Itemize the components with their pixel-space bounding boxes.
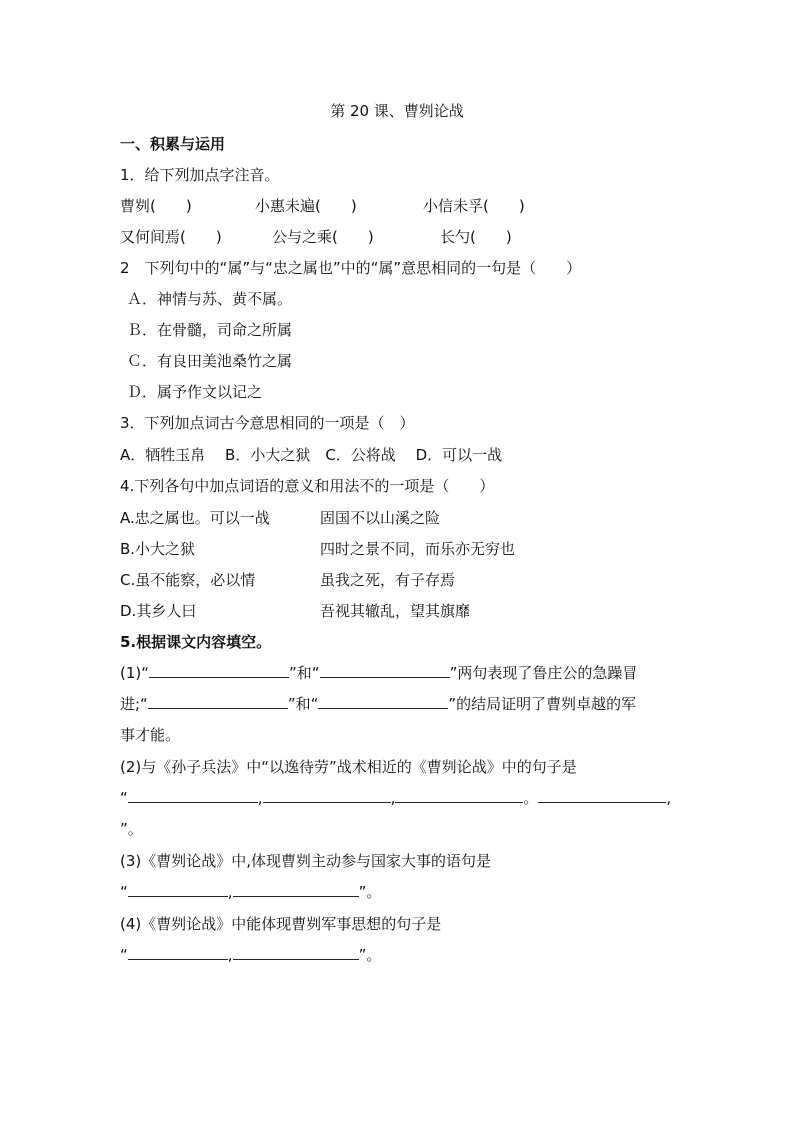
page-title: 第 20 课、曹刿论战	[330, 102, 464, 120]
q5-text: ”。	[358, 883, 382, 901]
q5-text: “	[120, 946, 128, 964]
q5-text: ,	[390, 789, 396, 807]
q3-stem: 3．下列加点词古今意思相同的一项是（ ）	[120, 414, 415, 432]
q2-option: Ｄ．属予作文以记之	[127, 383, 263, 401]
q5-text: ”。	[120, 820, 143, 838]
q1-item: 长勺( )	[440, 228, 512, 246]
answer-blank[interactable]	[538, 788, 666, 803]
q5-text: ,	[257, 789, 263, 807]
q5-text: “	[120, 883, 128, 901]
q3-options: A．牺牲玉帛 B．小大之狱 C．公将战 D．可以一战	[120, 446, 503, 464]
q5-part3-stem: (3)《曹刿论战》中,体现曹刿主动参与国家大事的语句是	[120, 852, 492, 870]
q5-stem: 5.根据课文内容填空。	[120, 633, 272, 651]
q5-text: 进;“	[120, 695, 148, 713]
q5-part4-blanks	[120, 945, 381, 965]
q2-option: Ｃ．有良田美池桑竹之属	[127, 352, 293, 370]
q5-text: ,	[227, 883, 233, 901]
section-heading: 一、积累与运用	[120, 135, 226, 153]
q5-text: “	[120, 789, 128, 807]
q2-option: Ａ．神情与苏、黄不属。	[127, 290, 293, 308]
answer-blank[interactable]	[395, 788, 523, 803]
q5-text: (1)“	[120, 664, 150, 682]
answer-blank[interactable]	[128, 788, 258, 803]
q5-part1-line2	[120, 694, 636, 714]
q5-part1-line1	[120, 663, 637, 683]
answer-blank[interactable]	[149, 663, 289, 678]
q5-text: ”和“	[289, 664, 320, 682]
q5-text: ”和“	[287, 695, 319, 713]
answer-blank[interactable]	[128, 945, 228, 960]
q4-row-right: 固国不以山溪之险	[320, 509, 441, 527]
q2-option: Ｂ．在骨髓，司命之所属	[127, 321, 293, 339]
answer-blank[interactable]	[128, 882, 228, 897]
q4-row-left: D.其乡人曰	[120, 602, 197, 620]
answer-blank[interactable]	[233, 882, 359, 897]
q4-stem: 4.下列各句中加点词语的意义和用法不的一项是（ ）	[120, 477, 495, 495]
q4-row-left: B.小大之狱	[120, 540, 196, 558]
answer-blank[interactable]	[263, 788, 391, 803]
q1-item: 小惠未遍( )	[255, 197, 357, 215]
q5-text: ,	[227, 946, 233, 964]
q4-row-left: C.虽不能察，必以情	[120, 571, 256, 589]
q5-text: ”两句表现了鲁庄公的急躁冒	[449, 664, 638, 682]
q1-item: 公与之乘( )	[272, 228, 374, 246]
q1-item: 又何间焉( )	[120, 228, 222, 246]
q4-row-right: 四时之景不同，而乐亦无穷也	[320, 540, 516, 558]
q5-part4-stem: (4)《曹刿论战》中能体现曹刿军事思想的句子是	[120, 915, 442, 933]
answer-blank[interactable]	[320, 663, 450, 678]
q5-text: ,	[666, 789, 672, 807]
q5-text: 事才能。	[120, 726, 181, 744]
answer-blank[interactable]	[233, 945, 359, 960]
q1-item: 曹刿( )	[120, 197, 192, 215]
q5-part2-blanks	[120, 788, 671, 808]
q4-row-right: 虽我之死，有子存焉	[320, 571, 456, 589]
q1-stem: 1．给下列加点字注音。	[120, 166, 280, 184]
answer-blank[interactable]	[148, 694, 288, 709]
q5-text: ”。	[358, 946, 382, 964]
q5-part2-stem: (2)与《孙子兵法》中“以逸待劳”战术相近的《曹刿论战》中的句子是	[120, 758, 577, 776]
q4-row-left: A.忠之属也。可以一战	[120, 509, 270, 527]
answer-blank[interactable]	[318, 694, 448, 709]
q2-stem: 2 下列句中的“属”与“忠之属也”中的“属”意思相同的一句是（ ）	[120, 259, 582, 277]
q4-row-right: 吾视其辙乱，望其旗靡	[320, 602, 471, 620]
q5-text: ”的结局证明了曹刿卓越的军	[448, 695, 637, 713]
q5-part3-blanks	[120, 882, 381, 902]
q1-item: 小信未孚( )	[423, 197, 525, 215]
q5-text: 。	[523, 789, 539, 807]
